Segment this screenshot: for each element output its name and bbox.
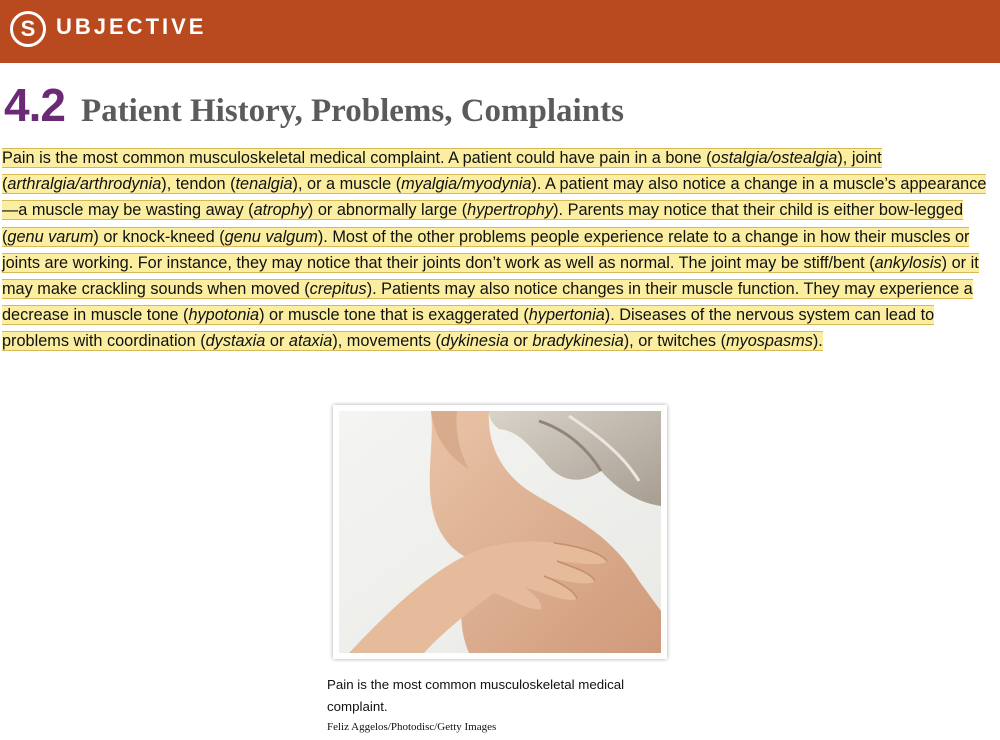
term: hypertonia xyxy=(528,306,605,325)
body-paragraph[interactable] xyxy=(2,145,1000,355)
term: genu varum xyxy=(7,227,94,246)
term: ankylosis xyxy=(874,253,942,272)
term: ataxia xyxy=(288,332,333,351)
term: bradykinesia xyxy=(532,332,624,351)
section-heading xyxy=(4,78,624,132)
subjective-logo-icon: S xyxy=(10,11,46,47)
term: ostalgia/ostealgia xyxy=(711,149,838,167)
section-title: Patient History, Problems, Complaints xyxy=(80,93,624,129)
term: dystaxia xyxy=(205,332,266,351)
figure-credit: Feliz Aggelos/Photodisc/Getty Images xyxy=(327,721,497,733)
highlighted-text[interactable]: Pain is the most common musculoskeletal medical complaint. A patient could have pain in a bone (ostalgia/ostealgia), joint (arthralgia/arthrodynia), tendon (tenalgia), or a muscle (myalgia/myodynia). A patient may also notice a change in a muscle’s appearance—a muscle may be wasting away (atrophy) or abnormally large (hypertrophy). Parents may notice that their child is either bow-legged (genu varum) or knock-kneed (genu valgum). Most of the other problems people experience relate to a change in how their muscles or joints are working. For instance, they may notice that their joints don’t work as well as normal. The joint may be stiff/bent (ankylosis) or it may make crackling sounds when moved (crepitus). Patients may also notice changes in their muscle function. They may experience a decrease in muscle tone (hypotonia) or muscle tone that is exaggerated (hypertonia). Diseases of the nervous system can lead to problems with coordination (dystaxia or ataxia), movements (dykinesia or bradykinesia), or twitches (myospasms). xyxy=(2,149,987,351)
term: crepitus xyxy=(309,280,367,299)
term: hypertrophy xyxy=(467,201,554,220)
term: dykinesia xyxy=(440,332,509,351)
term: arthralgia/arthrodynia xyxy=(7,175,162,194)
term: atrophy xyxy=(253,201,308,220)
term: myalgia/myodynia xyxy=(401,175,532,194)
term: tenalgia xyxy=(235,175,293,194)
figure-caption: Pain is the most common musculoskeletal medical complaint. xyxy=(327,677,625,714)
section-number: 4.2 xyxy=(4,79,65,131)
term: myospasms xyxy=(726,332,813,351)
neck-pain-photo xyxy=(339,411,661,653)
banner-label: UBJECTIVE xyxy=(56,14,207,39)
section-banner xyxy=(0,0,1000,63)
term: genu valgum xyxy=(224,227,318,246)
term: hypotonia xyxy=(188,306,260,325)
figure-photo xyxy=(333,405,667,659)
